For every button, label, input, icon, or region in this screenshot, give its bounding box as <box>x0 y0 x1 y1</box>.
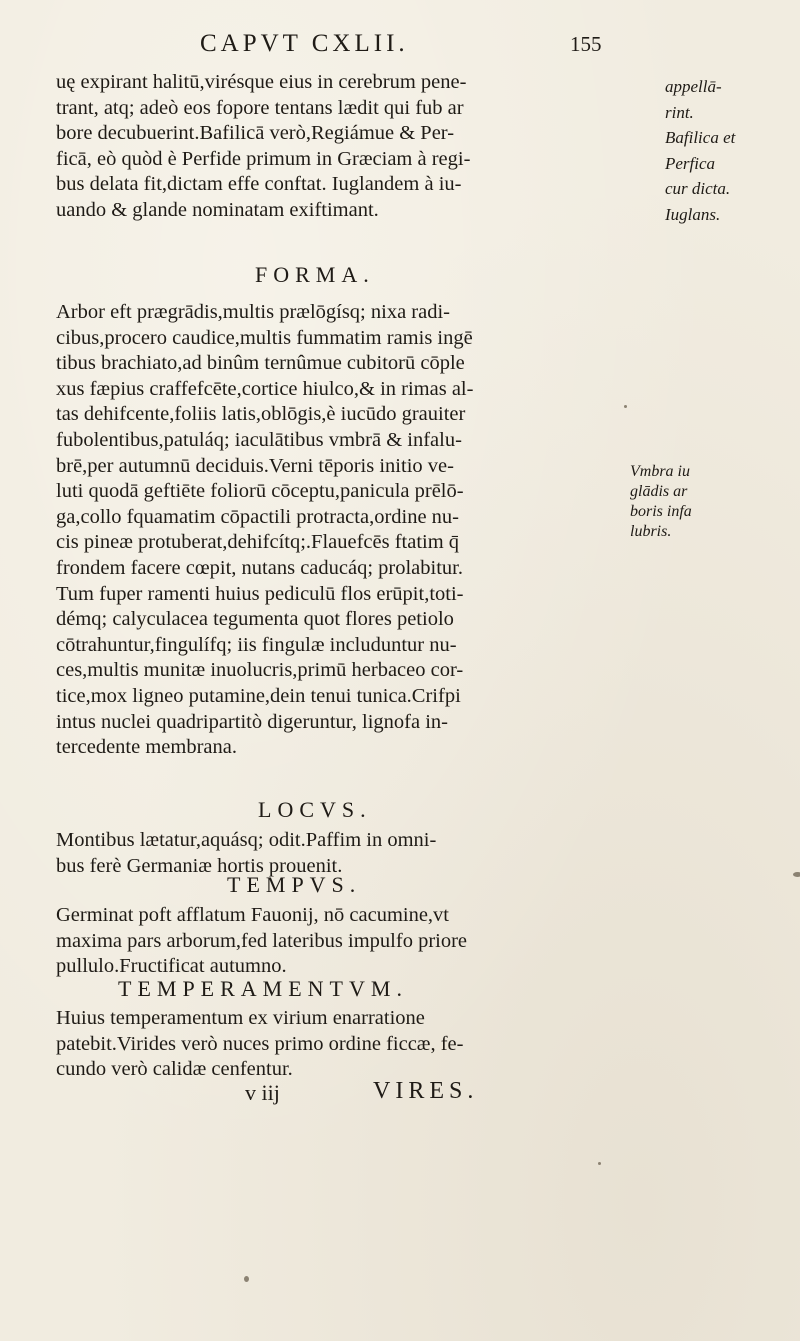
page-number: 155 <box>570 32 602 56</box>
forma-paragraph <box>56 300 626 761</box>
page-footer <box>245 1080 645 1110</box>
text-line: démq; calyculacea tegumenta quot flores petiolo <box>56 608 454 631</box>
text-line: cundo verò calidæ cenfentur. <box>56 1058 293 1081</box>
page-header <box>200 30 620 64</box>
text-line: ga,collo fquamatim cōpactili protracta,ordine nu- <box>56 505 460 528</box>
text-line: uę expirant halitū,virésque eius in cerebrum pene- <box>56 71 467 93</box>
text-line: trant, atq; adeò eos fopore tentans lædit qui fub ar <box>56 96 464 119</box>
margin-note-line: rint. <box>665 102 694 122</box>
text-line: brē,per autumnū deciduis.Verni tēporis initio ve- <box>56 454 454 477</box>
ink-speck <box>244 1276 249 1282</box>
text-line: tibus brachiato,ad binûm ternûmue cubitorū cōple <box>56 352 465 375</box>
margin-note-umbra <box>630 462 790 542</box>
text-line: xus fæpius craffefcēte,cortice hiulco,& in rimas al- <box>56 377 474 400</box>
text-line: luti quodā geftiēte foliorū cōceptu,panicula prēlō- <box>56 480 464 503</box>
margin-note-line: Iuglans. <box>665 204 721 224</box>
text-line: ces,multis munitæ inuolucris,primū herbaceo cor- <box>56 659 464 682</box>
text-line: bore decubuerint.Bafilicā verò,Regiámue & Per- <box>56 122 455 145</box>
text-line: Arbor eft prægrādis,multis prælōgísq; nixa radi- <box>56 301 450 323</box>
margin-note-line: cur dicta. <box>665 179 731 199</box>
text-line: cibus,procero caudice,multis fummatim ramis ingē <box>56 326 473 349</box>
margin-note-line: Bafilica et <box>665 128 736 148</box>
text-line: Montibus lætatur,aquásq; odit.Paffim in omni- <box>56 829 437 851</box>
ink-speck <box>598 1162 601 1165</box>
text-line: cis pineæ protuberat,dehifcítq;.Flauefcēs ftatim q̄ <box>56 531 460 554</box>
text-line: fubolentibus,patuláq; iaculātibus vmbrā & infalu- <box>56 428 462 451</box>
text-line: ficā, eò quòd è Perfide primum in Græciam à regi- <box>56 147 471 170</box>
text-line: tercedente membrana. <box>56 736 237 759</box>
text-line: pullulo.Fructificat autumno. <box>56 955 287 978</box>
text-line: patebit.Virides verò nuces primo ordine ficcæ, fe- <box>56 1032 464 1055</box>
ink-speck <box>624 405 627 408</box>
temperamentum-paragraph <box>56 1006 626 1083</box>
catchword: VIRES. <box>373 1078 479 1104</box>
text-line: Huius temperamentum ex virium enarratione <box>56 1007 425 1029</box>
margin-note-line: lubris. <box>630 523 672 540</box>
text-line: cōtrahuntur,fingulífq; iis fingulæ includuntur nu- <box>56 633 457 656</box>
text-line: tas dehifcente,foliis latis,oblōgis,è iucūdo grauiter <box>56 403 466 426</box>
text-line: maxima pars arborum,fed lateribus impulfo priore <box>56 929 468 952</box>
margin-note-line: glādis ar <box>630 483 688 500</box>
text-line: bus delata fit,dictam effe conftat. Iuglandem à iu- <box>56 173 462 196</box>
ink-speck <box>793 872 800 877</box>
text-line: Tum fuper ramenti huius pediculū flos erūpit,toti- <box>56 582 464 605</box>
text-line: Germinat poft afflatum Fauonij, nō cacumine,vt <box>56 904 450 926</box>
margin-note-line: Perfica <box>665 153 716 173</box>
text-line: bus ferè Germaniæ hortis prouenit. <box>56 854 343 877</box>
section-heading-temperamentum: TEMPERAMENTVM. <box>118 976 408 1001</box>
margin-note-line: Vmbra iu <box>630 463 690 480</box>
section-heading-locus: LOCVS. <box>258 797 372 822</box>
tempus-paragraph <box>56 903 626 980</box>
text-line: tice,mox ligneo putamine,dein tenui tunica.Crifpi <box>56 684 461 707</box>
running-title: CAPVT CXLII. <box>200 30 409 57</box>
intro-paragraph <box>56 70 626 224</box>
text-line: frondem facere cœpit, nutans caducáq; prolabitur. <box>56 556 463 579</box>
margin-note-names <box>665 74 800 228</box>
margin-note-line: appellā- <box>665 77 722 96</box>
text-line: uando & glande nominatam exiftimant. <box>56 198 379 221</box>
signature-mark: v iij <box>245 1080 280 1105</box>
margin-note-line: boris infa <box>630 503 692 520</box>
text-line: intus nuclei quadripartitò digeruntur, lignofa in- <box>56 710 449 733</box>
section-heading-tempus: TEMPVS. <box>227 872 362 897</box>
section-heading-forma: FORMA. <box>255 262 375 287</box>
